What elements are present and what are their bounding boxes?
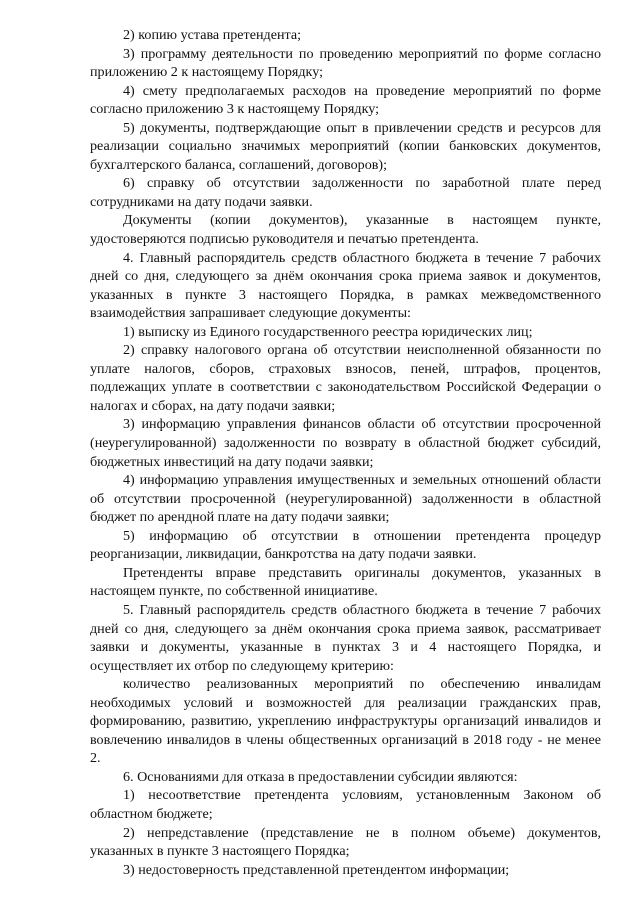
document-paragraph: 3) информацию управления финансов области об отсутствии просроченной (неурегулированной) задолженности по возврату в областной бюджет субсидий, бюджетных инвестиций на дату подачи заявки; [90, 416, 601, 470]
document-paragraph: 2) копию устава претендента; [123, 27, 301, 43]
document-paragraph: 2) справку налогового органа об отсутствии неисполненной обязанности по уплате налогов, сборов, страховых взносов, пеней, штрафов, процентов, подлежащих уплате в соответствии с законодательством Российской Федерации о налогах и сборах, на дату подачи заявки; [90, 342, 601, 414]
document-paragraph: 4. Главный распорядитель средств областного бюджета в течение 7 рабочих дней со дня, следующего за днём окончания срока приема заявок и документов, указанных в пункте 3 настоящего Порядка, в рамках межведомственного взаимодействия запрашивает следующие документы: [90, 249, 601, 322]
document-paragraph: 5) документы, подтверждающие опыт в привлечении средств и ресурсов для реализации социально значимых мероприятий (копии банковских документов, бухгалтерского баланса, соглашений, договоров); [90, 119, 601, 173]
document-paragraph: 4) информацию управления имущественных и земельных отношений области об отсутствии просроченной (неурегулированной) задолженности в областной бюджет по арендной плате на дату подачи заявки; [90, 472, 601, 526]
document-page [90, 26, 601, 879]
document-paragraph: Документы (копии документов), указанные в настоящем пункте, удостоверяются подписью руководителя и печатью претендента. [90, 212, 601, 248]
document-paragraph: 3) программу деятельности по проведению мероприятий по форме согласно приложению 2 к настоящему Порядку; [90, 45, 601, 81]
document-paragraph: 1) выписку из Единого государственного реестра юридических лиц; [123, 323, 533, 340]
document-paragraph: 5. Главный распорядитель средств областного бюджета в течение 7 рабочих дней со дня, следующего за днём окончания срока приема заявок, рассматривает заявки и документы, указанные в пунктах 3 и 4 настоящего Порядка, и осуществляет их отбор по следующему критерию: [90, 601, 601, 674]
document-paragraph: Претенденты вправе представить оригиналы документов, указанных в настоящем пункте, по собственной инициативе. [90, 564, 601, 600]
document-paragraph: 6. Основаниями для отказа в предоставлении субсидии являются: [123, 768, 518, 785]
document-paragraph: количество реализованных мероприятий по обеспечению инвалидам необходимых условий и возможностей для реализации гражданских прав, формированию, развитию, укреплению инфраструктуры организаций инвалидов и вовлечению инвалидов в члены общественных организаций в 2018 году - не менее 2. [90, 676, 601, 767]
document-paragraph: 2) непредставление (представление не в полном объеме) документов, указанных в пункте 3 настоящего Порядка; [90, 824, 601, 860]
document-paragraph: 1) несоответствие претендента условиям, установленным Законом об областном бюджете; [90, 787, 601, 822]
document-paragraph: 5) информацию об отсутствии в отношении претендента процедур реорганизации, ликвидации, банкротства на дату подачи заявки. [90, 527, 601, 563]
document-paragraph: 4) смету предполагаемых расходов на проведение мероприятий по форме согласно приложению 3 к настоящему Порядку; [90, 82, 601, 118]
document-paragraph: 6) справку об отсутствии задолженности по заработной плате перед сотрудниками на дату подачи заявки. [90, 175, 601, 210]
document-paragraph: 3) недостоверность представленной претендентом информации; [123, 861, 510, 878]
